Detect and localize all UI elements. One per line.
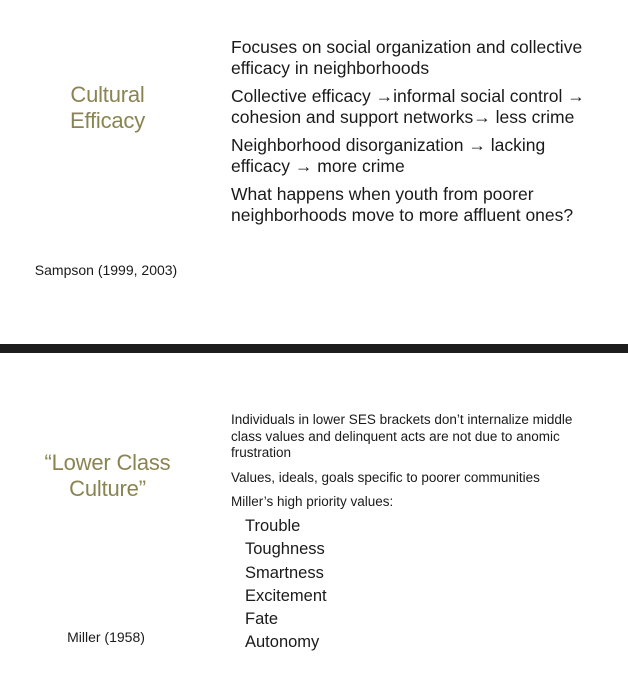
slide-lower-class-culture xyxy=(0,353,628,680)
bullet-item: Miller’s high priority values: xyxy=(231,494,394,509)
value-item: Trouble xyxy=(245,517,301,535)
slide-title: “Lower Class Culture” xyxy=(44,450,171,501)
bullet-item: Neighborhood disorganization → lacking efficacy → more crime xyxy=(231,135,546,176)
slide-divider xyxy=(0,344,628,353)
value-item: Autonomy xyxy=(245,633,320,652)
bullet-item: Collective efficacy →informal social control → cohesion and support networks→ less crime xyxy=(231,86,585,127)
bullet-item: What happens when youth from poorer neighborhoods move to more affluent ones? xyxy=(231,184,574,225)
value-item: Excitement xyxy=(245,586,327,605)
bullet-item: Values, ideals, goals specific to poorer communities xyxy=(231,469,540,485)
value-item: Toughness xyxy=(245,540,325,559)
values-list xyxy=(245,515,327,655)
citation: Sampson (1999, 2003) xyxy=(34,262,178,278)
bullet-list xyxy=(231,37,591,233)
citation: Miller (1958) xyxy=(67,629,145,645)
bullet-item: Focuses on social organization and collective efficacy in neighborhoods xyxy=(231,37,583,78)
slide-title: Cultural Efficacy xyxy=(69,82,146,133)
value-item: Fate xyxy=(245,610,279,629)
bullet-list xyxy=(231,412,591,519)
value-item: Smartness xyxy=(245,563,324,582)
bullet-item: Individuals in lower SES brackets don’t internalize middle class values and delinquent acts are not due to anomic frustration xyxy=(231,412,573,460)
